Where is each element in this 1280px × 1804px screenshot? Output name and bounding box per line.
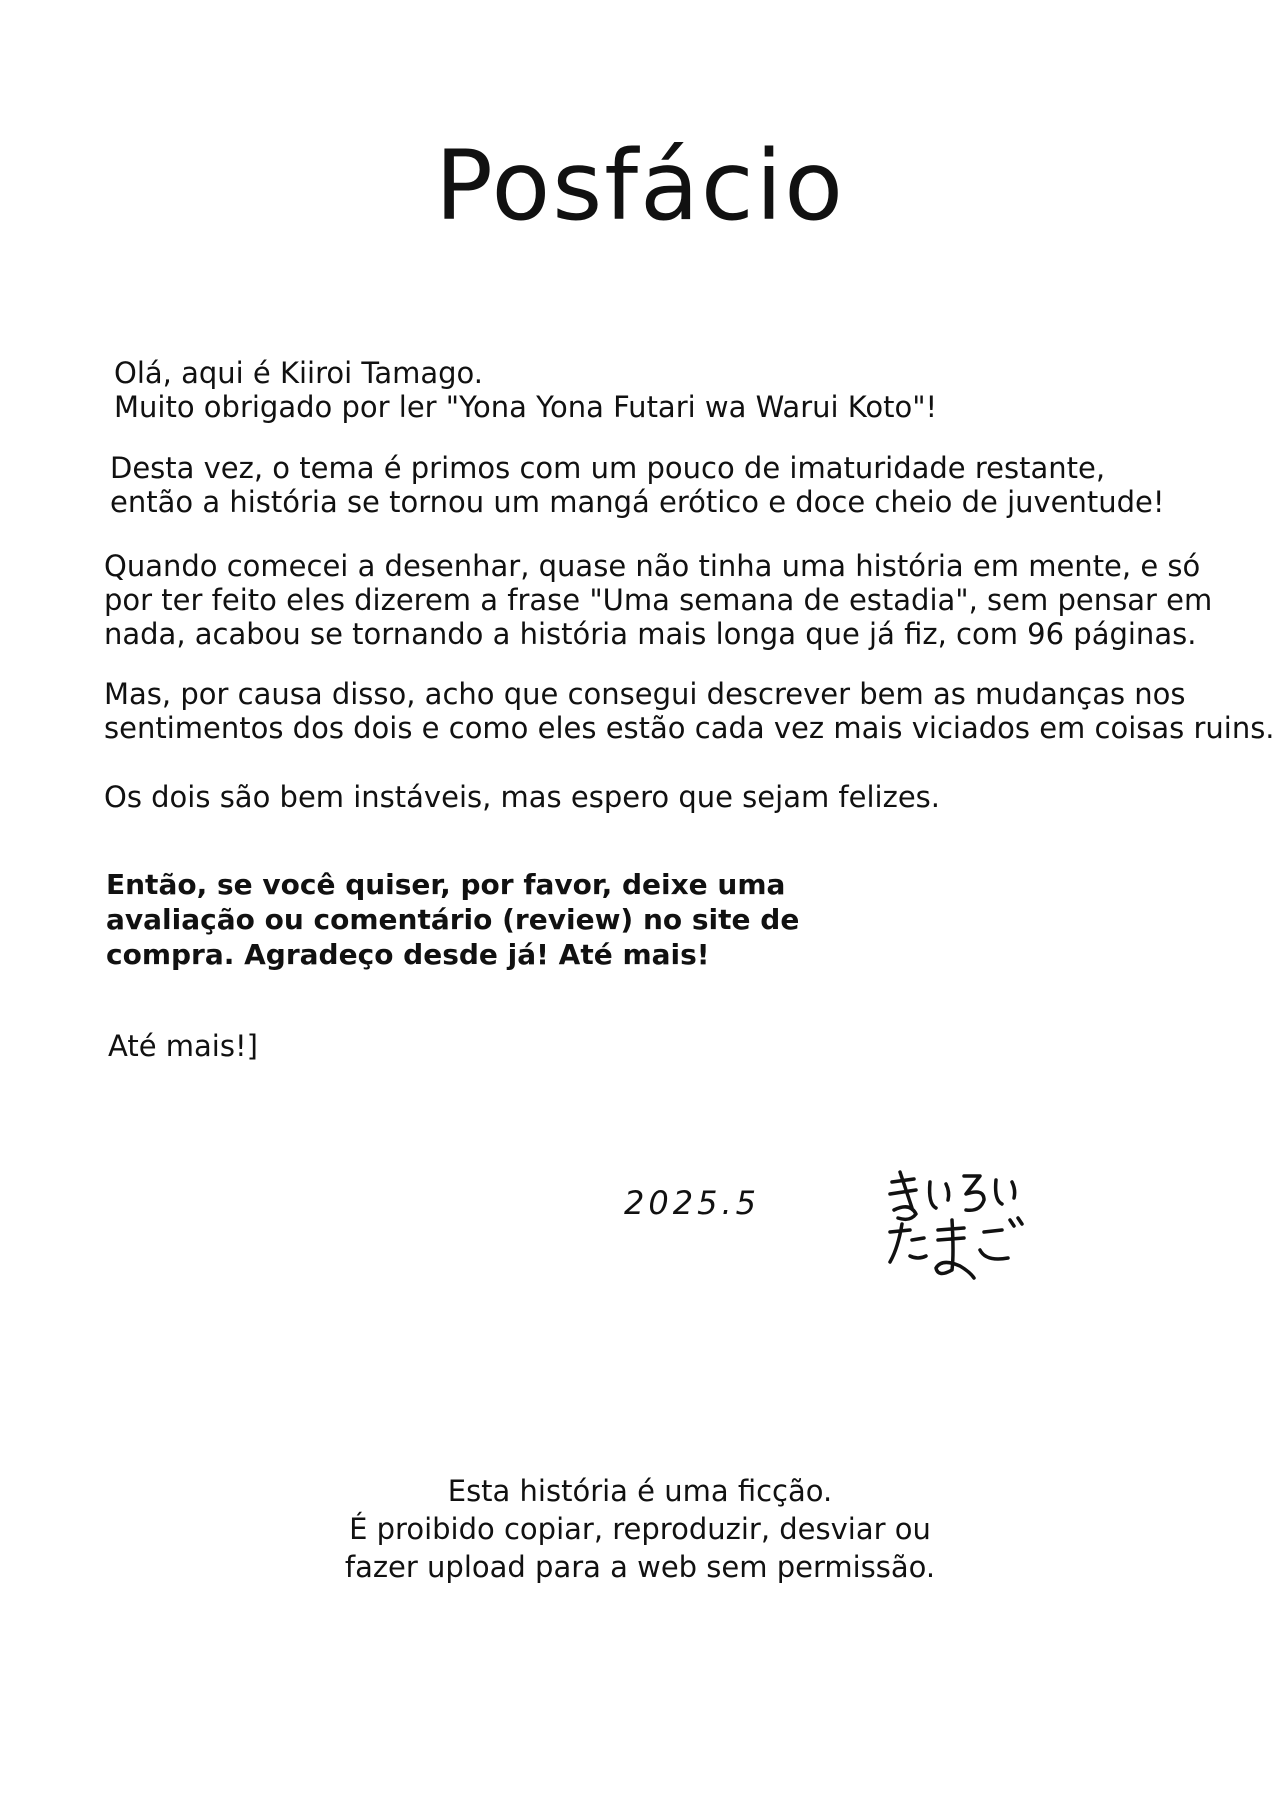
text-line: Olá, aqui é Kiiroi Tamago.	[114, 356, 483, 390]
text-line: sentimentos dos dois e como eles estão cada vez mais viciados em coisas ruins.	[104, 711, 1275, 745]
result-paragraph	[104, 677, 1275, 745]
text-line: compra. Agradeço desde já! Até mais!	[106, 938, 710, 971]
notice-line: Esta história é uma ficção.	[447, 1474, 833, 1508]
text-line: Os dois são bem instáveis, mas espero que sejam felizes.	[104, 780, 940, 814]
author-signature	[880, 1168, 1050, 1292]
text-line: Então, se você quiser, por favor, deixe uma	[106, 868, 786, 901]
drawing-paragraph	[104, 549, 1212, 651]
wish-paragraph	[104, 780, 940, 814]
copyright-notice	[0, 1472, 1280, 1586]
text-line: avaliação ou comentário (review) no site de	[106, 903, 800, 936]
text-line: Quando comecei a desenhar, quase não tinha uma história em mente, e só	[104, 549, 1201, 583]
review-request-paragraph	[106, 867, 799, 972]
text-line: então a história se tornou um mangá erótico e doce cheio de juventude!	[110, 485, 1165, 519]
notice-line: fazer upload para a web sem permissão.	[344, 1550, 936, 1584]
text-line: por ter feito eles dizerem a frase "Uma semana de estadia", sem pensar em	[104, 583, 1213, 617]
text-line: nada, acabou se tornando a história mais longa que já fiz, com 96 páginas.	[104, 617, 1197, 651]
notice-line: É proibido copiar, reproduzir, desviar ou	[349, 1512, 931, 1546]
text-line: Até mais!]	[108, 1029, 258, 1063]
theme-paragraph	[110, 451, 1165, 519]
page-title: Posfácio	[434, 130, 846, 242]
greeting-paragraph	[114, 356, 937, 424]
text-line: Mas, por causa disso, acho que consegui descrever bem as mudanças nos	[104, 677, 1186, 711]
closing-paragraph	[108, 1029, 258, 1063]
text-line: Muito obrigado por ler "Yona Yona Futari wa Warui Koto"!	[114, 390, 938, 424]
date-label: 2025.5	[624, 1184, 760, 1222]
text-line: Desta vez, o tema é primos com um pouco de imaturidade restante,	[110, 451, 1106, 485]
